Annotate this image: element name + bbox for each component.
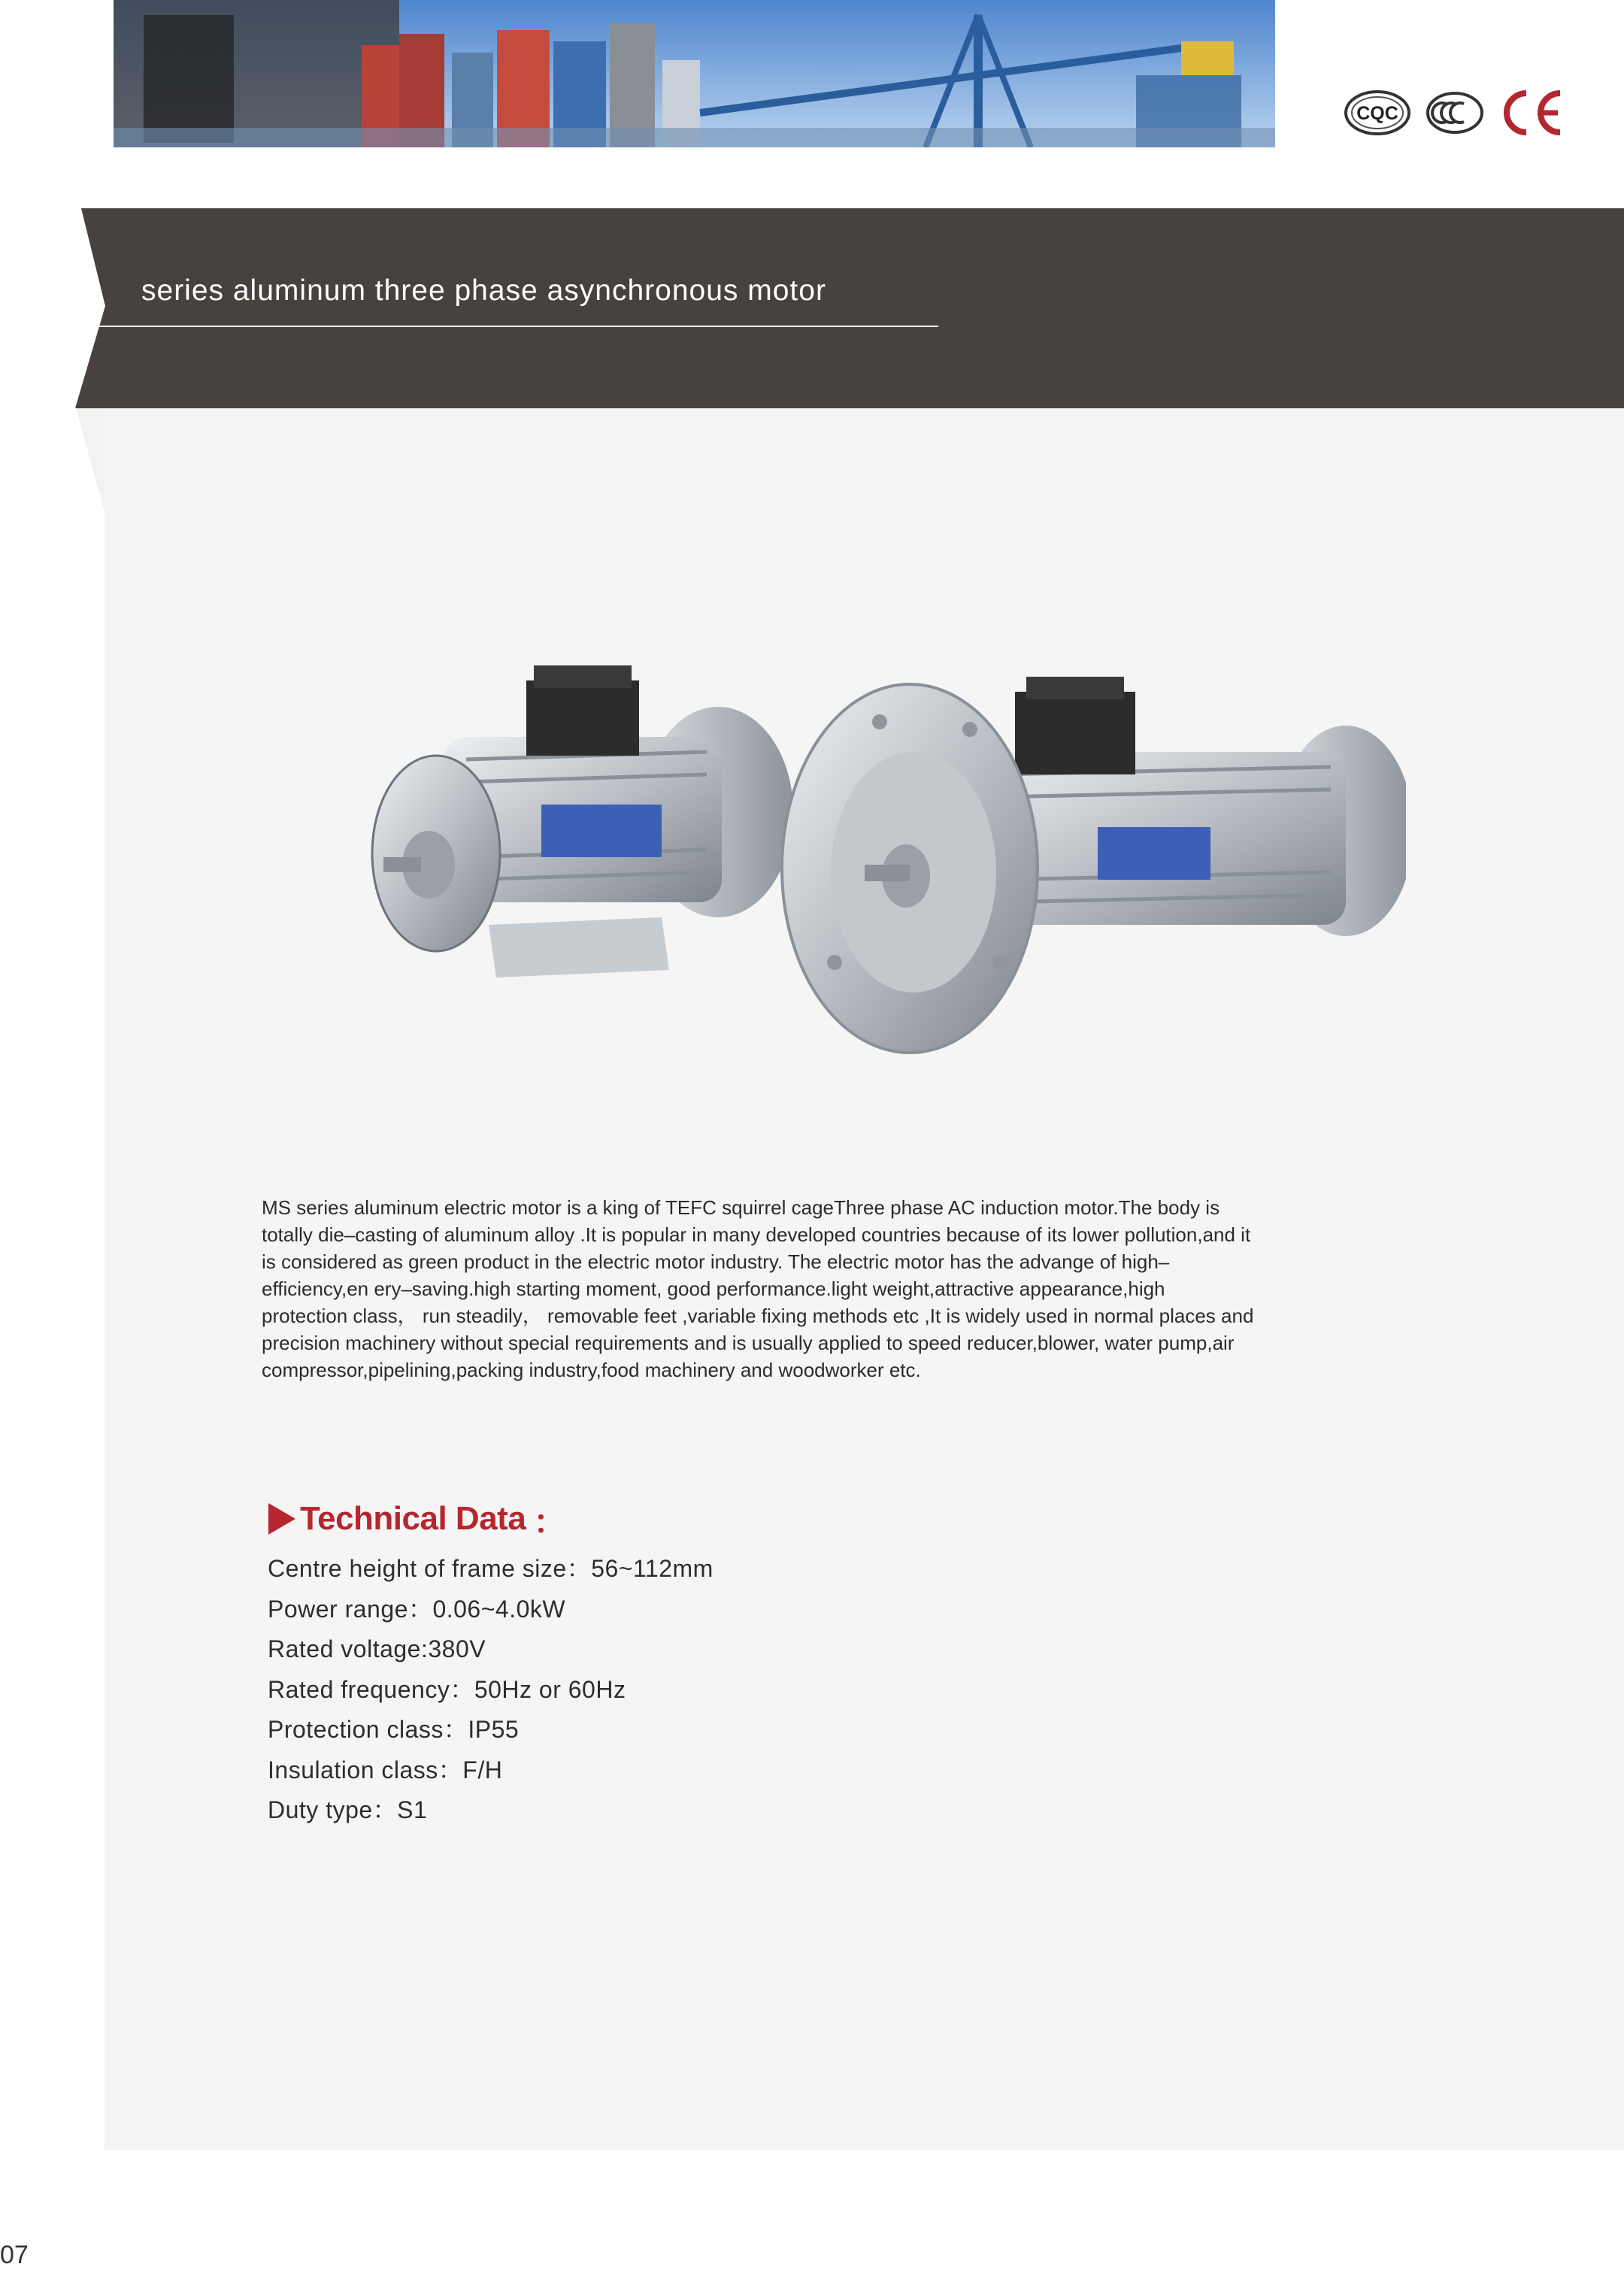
panel-edge-decoration xyxy=(75,406,105,519)
technical-data-title: Technical Data xyxy=(300,1500,526,1537)
certification-logos xyxy=(1338,83,1564,139)
foot-mounted-motor-image xyxy=(372,665,793,977)
flange-mounted-motor-image xyxy=(782,677,1406,1053)
spec-frame-size: Centre height of frame size：56~112mm xyxy=(268,1555,714,1582)
cqc-mark xyxy=(1346,92,1409,134)
ccc-mark xyxy=(1428,93,1482,132)
spec-rated-voltage: Rated voltage:380V xyxy=(268,1635,486,1662)
ce-mark xyxy=(1507,93,1560,132)
technical-data-colon: ： xyxy=(533,1504,567,1541)
page-number: 07 xyxy=(0,2241,29,2269)
header-photo xyxy=(114,0,1275,147)
banner-title: series aluminum three phase asynchronous motor xyxy=(141,274,826,307)
spec-power-range: Power range：0.06~4.0kW xyxy=(268,1595,566,1623)
port-cranes-containers-image xyxy=(114,0,1275,147)
product-images xyxy=(353,639,1406,1090)
spec-rated-frequency: Rated frequency：50Hz or 60Hz xyxy=(268,1675,626,1703)
svg-text:CQC: CQC xyxy=(1356,103,1398,124)
spec-list xyxy=(268,1549,714,1831)
product-description: MS series aluminum electric motor is a king of TEFC squirrel cageThree phase AC induction motor.The body is totally die–casting of aluminum alloy .It is popular in many developed countries because of its lower pollution,and it is considered as green product in the electric motor industry. The electric motor has the advange of high–efficiency,en ery–saving.high starting moment, good performance.light weight,attractive appearance,high protection class， run steadily， removable feet ,variable fixing methods etc ,It is widely used in normal places and precision machinery without special requirements and is usually applied to speed reducer,blower, water pump,air compressor,pipelining,packing industry,food machinery and woodworker etc. xyxy=(262,1196,1254,1381)
banner-underline xyxy=(98,326,938,327)
technical-data-heading xyxy=(267,1498,566,1540)
triangle-right-icon xyxy=(267,1503,297,1535)
title-banner xyxy=(75,208,1624,408)
spec-protection-class: Protection class：IP55 xyxy=(268,1716,520,1743)
spec-insulation-class: Insulation class：F/H xyxy=(268,1756,503,1784)
spec-duty-type: Duty type：S1 xyxy=(268,1796,428,1823)
